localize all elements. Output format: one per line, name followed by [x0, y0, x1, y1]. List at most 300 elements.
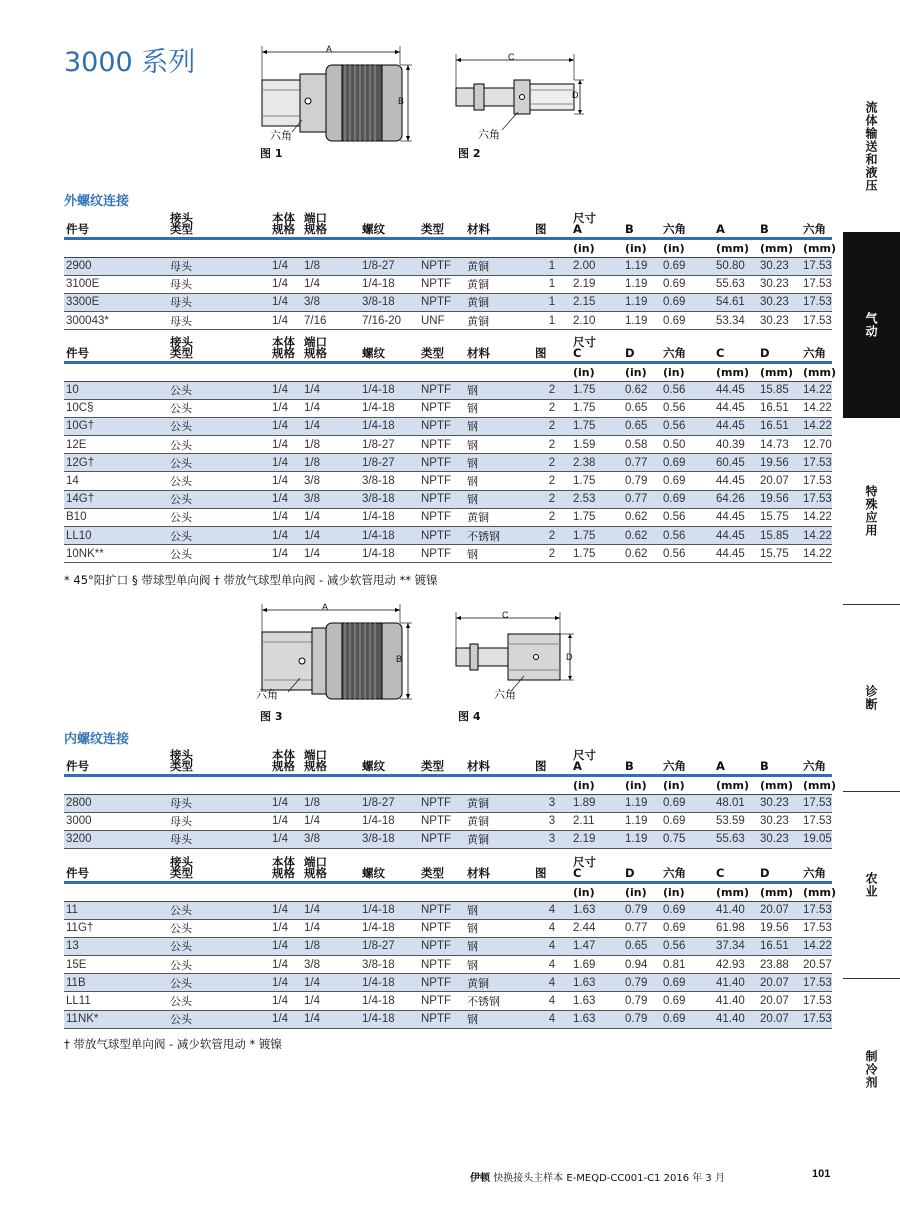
table-cell: 1.75 [571, 417, 623, 435]
table-cell: NPTF [419, 472, 465, 490]
figure-4 [450, 608, 590, 723]
table-cell: 0.79 [623, 1010, 661, 1028]
column-header: 六角 [661, 208, 714, 238]
column-header: 端口 规格 [302, 332, 360, 362]
table-cell: 1.75 [571, 545, 623, 563]
table-cell: UNF [419, 312, 465, 330]
table-cell: 1/4-18 [360, 527, 419, 545]
table-cell: 钢 [465, 901, 533, 919]
figure-3-dim-a: A [322, 602, 329, 612]
table-cell: 0.65 [623, 399, 661, 417]
table-cell: 300043* [64, 312, 168, 330]
table-cell: 1/4 [270, 490, 302, 508]
table-cell: 1.75 [571, 527, 623, 545]
table-cell: 2.10 [571, 312, 623, 330]
column-header: 图 [533, 208, 571, 238]
table-cell: 钢 [465, 937, 533, 955]
table-cell: 2 [533, 472, 571, 490]
column-header: A [714, 745, 758, 775]
sidebar-tab-special-applications[interactable] [843, 418, 900, 604]
sidebar-tab-diagnostics[interactable] [843, 605, 900, 791]
column-header: 六角 [801, 208, 832, 238]
table-cell: 3/8 [302, 490, 360, 508]
table-cell: 4 [533, 1010, 571, 1028]
unit-cell [360, 775, 419, 794]
table-cell: NPTF [419, 974, 465, 992]
unit-cell [533, 882, 571, 901]
table-cell: 1.19 [623, 257, 661, 275]
unit-cell: (in) [623, 362, 661, 381]
table-row [64, 527, 832, 545]
unit-cell [360, 882, 419, 901]
figure-4-caption: 图 4 [458, 710, 481, 723]
table-cell: 0.56 [661, 545, 714, 563]
sidebar-tab-pneumatics[interactable] [843, 232, 900, 418]
sidebar-tab-label: 农业 [864, 872, 878, 898]
table-cell: 50.80 [714, 257, 758, 275]
unit-cell: (mm) [758, 775, 801, 794]
table-cell: 1.19 [623, 293, 661, 311]
table-cell: NPTF [419, 257, 465, 275]
table-row [64, 974, 832, 992]
table-cell: 公头 [168, 436, 270, 454]
unit-cell: (in) [571, 238, 623, 257]
figure-3-hex-label: 六角 [256, 688, 278, 701]
table-cell: 1.75 [571, 381, 623, 399]
table-row [64, 490, 832, 508]
table-cell: NPTF [419, 508, 465, 526]
table-cell: 14.22 [801, 417, 832, 435]
table-cell: 14.22 [801, 937, 832, 955]
table-row [64, 901, 832, 919]
table-cell: 44.45 [714, 508, 758, 526]
table-cell: 公头 [168, 992, 270, 1010]
figure-2-dim-d: D [572, 90, 579, 100]
table-cell: 2.19 [571, 830, 623, 848]
table-header-row [64, 745, 832, 775]
table-cell: 0.69 [661, 901, 714, 919]
unit-cell: (in) [661, 882, 714, 901]
table-cell: 1.75 [571, 472, 623, 490]
table-cell: 4 [533, 992, 571, 1010]
table-cell: NPTF [419, 937, 465, 955]
table-cell: NPTF [419, 399, 465, 417]
table-cell: NPTF [419, 545, 465, 563]
table-cell: NPTF [419, 1010, 465, 1028]
table-cell: 1/8-27 [360, 937, 419, 955]
table-cell: 0.56 [661, 417, 714, 435]
table-cell: 1/4 [270, 257, 302, 275]
column-header: D [623, 852, 661, 882]
page-title: 3000 系列 [64, 47, 196, 78]
table-cell: 不锈钢 [465, 992, 533, 1010]
table-cell: 公头 [168, 937, 270, 955]
table-cell: 4 [533, 937, 571, 955]
table-cell: 10 [64, 381, 168, 399]
table-cell: 1/4 [270, 399, 302, 417]
table-cell: 1 [533, 257, 571, 275]
table-cell: 0.69 [661, 275, 714, 293]
column-header: C [714, 332, 758, 362]
sidebar-tab-refrigerant[interactable] [843, 979, 900, 1159]
table-cell: 16.51 [758, 399, 801, 417]
table-cell: 0.69 [661, 919, 714, 937]
table-cell: 11B [64, 974, 168, 992]
column-header: 类型 [419, 208, 465, 238]
unit-cell [419, 238, 465, 257]
table-header-row [64, 852, 832, 882]
unit-cell [360, 362, 419, 381]
table-cell: 1/8 [302, 257, 360, 275]
table-cell: 1/4 [270, 293, 302, 311]
table-cell: 2 [533, 381, 571, 399]
unit-cell [64, 882, 168, 901]
table-cell: 17.53 [801, 293, 832, 311]
table-cell: 钢 [465, 472, 533, 490]
table-cell: NPTF [419, 490, 465, 508]
table-cell: 2.00 [571, 257, 623, 275]
table-cell: LL11 [64, 992, 168, 1010]
table-cell: 1.19 [623, 794, 661, 812]
table-cell: 1/4-18 [360, 1010, 419, 1028]
female-thread-table-group-2 [64, 852, 836, 1029]
table-cell: 1.63 [571, 992, 623, 1010]
column-header: 类型 [419, 745, 465, 775]
unit-cell [533, 238, 571, 257]
table-cell: 1/4 [302, 974, 360, 992]
table-cell: 15.85 [758, 527, 801, 545]
table-cell: 0.69 [661, 472, 714, 490]
table-cell: 17.53 [801, 454, 832, 472]
unit-cell: (in) [661, 238, 714, 257]
unit-cell [168, 362, 270, 381]
table-cell: 1/4-18 [360, 381, 419, 399]
table-cell: 公头 [168, 974, 270, 992]
table-cell: 0.56 [661, 508, 714, 526]
table-cell: 0.77 [623, 919, 661, 937]
table-cell: 0.56 [661, 381, 714, 399]
table-cell: 2.38 [571, 454, 623, 472]
unit-cell [302, 775, 360, 794]
figure-4-hex-label: 六角 [494, 688, 516, 701]
table-cell: 11G† [64, 919, 168, 937]
table-cell: 1.19 [623, 812, 661, 830]
table-cell: 17.53 [801, 1010, 832, 1028]
table-cell: 1/4 [302, 527, 360, 545]
table-cell: 12E [64, 436, 168, 454]
table-row [64, 454, 832, 472]
table-cell: 0.69 [661, 490, 714, 508]
table-cell: 公头 [168, 399, 270, 417]
table-cell: NPTF [419, 956, 465, 974]
table-cell: 1.19 [623, 312, 661, 330]
table-cell: 0.56 [661, 399, 714, 417]
table-cell: 1/4-18 [360, 545, 419, 563]
table-cell: 1/4 [302, 901, 360, 919]
table-cell: 2.11 [571, 812, 623, 830]
table-cell: 53.34 [714, 312, 758, 330]
table-cell: 1.75 [571, 508, 623, 526]
table-cell: 41.40 [714, 1010, 758, 1028]
table-cell: 3 [533, 794, 571, 812]
table-cell: 3 [533, 812, 571, 830]
table-cell: 0.79 [623, 472, 661, 490]
table-cell: NPTF [419, 901, 465, 919]
column-header: 类型 [419, 852, 465, 882]
table-cell: 1/4-18 [360, 417, 419, 435]
table-cell: 20.57 [801, 956, 832, 974]
table-cell: 0.56 [661, 937, 714, 955]
table-cell: 母头 [168, 293, 270, 311]
table-cell: NPTF [419, 794, 465, 812]
table-cell: NPTF [419, 436, 465, 454]
table-cell: 44.45 [714, 472, 758, 490]
column-header: 六角 [661, 745, 714, 775]
table-row [64, 399, 832, 417]
table-cell: 17.53 [801, 974, 832, 992]
column-header: 尺寸 A [571, 745, 623, 775]
table-cell: 黄铜 [465, 275, 533, 293]
table-cell: 30.23 [758, 293, 801, 311]
page-number: 101 [812, 1168, 831, 1180]
table-cell: 0.65 [623, 417, 661, 435]
section-title-male-thread: 外螺纹连接 [64, 194, 130, 209]
column-header: D [758, 332, 801, 362]
figure-1-hex-label: 六角 [270, 129, 292, 142]
unit-cell [360, 238, 419, 257]
table-cell: 1/4-18 [360, 992, 419, 1010]
table-row [64, 812, 832, 830]
table-cell: 60.45 [714, 454, 758, 472]
unit-cell: (in) [661, 775, 714, 794]
table-cell: 2 [533, 417, 571, 435]
table-units-row [64, 362, 832, 381]
table-cell: 黄铜 [465, 293, 533, 311]
table-cell: 20.07 [758, 974, 801, 992]
table-cell: 44.45 [714, 545, 758, 563]
unit-cell [270, 362, 302, 381]
table-cell: 1/4 [270, 812, 302, 830]
table-cell: 19.56 [758, 454, 801, 472]
table-cell: 1/8-27 [360, 257, 419, 275]
unit-cell: (in) [661, 362, 714, 381]
table-cell: 1/4 [302, 545, 360, 563]
column-header: 螺纹 [360, 852, 419, 882]
table-cell: NPTF [419, 275, 465, 293]
table-cell: 2 [533, 545, 571, 563]
column-header: 本体 规格 [270, 745, 302, 775]
table-cell: 1/4 [270, 436, 302, 454]
table-cell: 14G† [64, 490, 168, 508]
table-cell: 1/4 [302, 992, 360, 1010]
table-row [64, 312, 832, 330]
column-header: 件号 [64, 745, 168, 775]
table-cell: 1/4-18 [360, 399, 419, 417]
table-cell: 1.47 [571, 937, 623, 955]
table-cell: 1.69 [571, 956, 623, 974]
table-row [64, 257, 832, 275]
table-cell: 2 [533, 454, 571, 472]
column-header: 本体 规格 [270, 852, 302, 882]
table-cell: 2 [533, 490, 571, 508]
unit-cell: (in) [571, 362, 623, 381]
table-cell: 0.62 [623, 381, 661, 399]
table-cell: 17.53 [801, 919, 832, 937]
section-sidebar [843, 0, 900, 1222]
column-header: 本体 规格 [270, 208, 302, 238]
table-cell: 2 [533, 436, 571, 454]
table-cell: 19.56 [758, 490, 801, 508]
table-row [64, 293, 832, 311]
table-cell: 17.53 [801, 257, 832, 275]
section-title-female-thread: 内螺纹连接 [64, 732, 130, 747]
table-units-row [64, 238, 832, 257]
table-cell: 2800 [64, 794, 168, 812]
table-cell: 公头 [168, 490, 270, 508]
table-row [64, 830, 832, 848]
table-cell: 母头 [168, 275, 270, 293]
unit-cell [302, 238, 360, 257]
table-cell: 1.59 [571, 436, 623, 454]
figure-1-caption: 图 1 [260, 147, 283, 160]
table-cell: 37.34 [714, 937, 758, 955]
table-cell: 0.65 [623, 937, 661, 955]
unit-cell [419, 882, 465, 901]
table-cell: 钢 [465, 545, 533, 563]
table-row [64, 545, 832, 563]
table-cell: 4 [533, 974, 571, 992]
table-cell: 1/4 [270, 937, 302, 955]
table-cell: LL10 [64, 527, 168, 545]
table-row [64, 956, 832, 974]
table-cell: 公头 [168, 472, 270, 490]
table-cell: 54.61 [714, 293, 758, 311]
table-cell: 母头 [168, 812, 270, 830]
table-cell: 0.69 [661, 454, 714, 472]
column-header: 件号 [64, 208, 168, 238]
column-header: 图 [533, 852, 571, 882]
table-cell: 1.89 [571, 794, 623, 812]
table-cell: 钢 [465, 1010, 533, 1028]
table-cell: 3200 [64, 830, 168, 848]
table-cell: 15E [64, 956, 168, 974]
table-cell: 16.51 [758, 417, 801, 435]
table-cell: 不锈钢 [465, 527, 533, 545]
table-cell: 0.69 [661, 812, 714, 830]
unit-cell [270, 882, 302, 901]
figure-2-hex-label: 六角 [478, 128, 500, 141]
unit-cell [270, 238, 302, 257]
table-cell: 公头 [168, 545, 270, 563]
table-cell: 2 [533, 399, 571, 417]
table-cell: 14.22 [801, 527, 832, 545]
table-cell: 3000 [64, 812, 168, 830]
column-header: 件号 [64, 332, 168, 362]
table-cell: 20.07 [758, 472, 801, 490]
column-header: 尺寸 C [571, 332, 623, 362]
table-cell: 41.40 [714, 974, 758, 992]
table-cell: 7/16 [302, 312, 360, 330]
table-cell: 公头 [168, 381, 270, 399]
table-cell: 3/8 [302, 293, 360, 311]
table-cell: 黄铜 [465, 257, 533, 275]
column-header: 接头 类型 [168, 852, 270, 882]
table-cell: 4 [533, 919, 571, 937]
table-cell: 1/4-18 [360, 919, 419, 937]
column-header: D [758, 852, 801, 882]
table-cell: 1.63 [571, 1010, 623, 1028]
table-cell: 44.45 [714, 417, 758, 435]
column-header: 接头 类型 [168, 745, 270, 775]
table-cell: 17.53 [801, 992, 832, 1010]
unit-cell [64, 775, 168, 794]
table-cell: 母头 [168, 794, 270, 812]
table-cell: 0.69 [661, 992, 714, 1010]
table-cell: 10NK** [64, 545, 168, 563]
table-cell: 16.51 [758, 937, 801, 955]
unit-cell [533, 362, 571, 381]
table-cell: 17.53 [801, 794, 832, 812]
column-header: 六角 [801, 852, 832, 882]
table-cell: 1/4 [270, 1010, 302, 1028]
table-cell: 15.75 [758, 508, 801, 526]
unit-cell [465, 238, 533, 257]
unit-cell [302, 882, 360, 901]
table-cell: 1/4 [270, 919, 302, 937]
table-cell: 1.63 [571, 901, 623, 919]
table-cell: 30.23 [758, 257, 801, 275]
page-footer [470, 1169, 725, 1184]
table-cell: 2.44 [571, 919, 623, 937]
table-cell: 19.05 [801, 830, 832, 848]
table-cell: 0.81 [661, 956, 714, 974]
figure-1-dim-b: B [398, 96, 405, 106]
column-header: 图 [533, 332, 571, 362]
table-cell: 1/4 [270, 417, 302, 435]
table-cell: 0.79 [623, 901, 661, 919]
sidebar-tab-agriculture[interactable] [843, 792, 900, 978]
column-header: A [714, 208, 758, 238]
table-cell: NPTF [419, 527, 465, 545]
unit-cell [64, 238, 168, 257]
table-cell: 1/4 [270, 381, 302, 399]
table-cell: 1/4-18 [360, 812, 419, 830]
table-cell: 1/4 [302, 812, 360, 830]
table-cell: 3300E [64, 293, 168, 311]
footer-brand: 伊顿 [470, 1173, 490, 1184]
table-cell: 1/8-27 [360, 436, 419, 454]
table-cell: 14.22 [801, 399, 832, 417]
table-cell: 母头 [168, 257, 270, 275]
column-header: B [758, 745, 801, 775]
table-cell: 30.23 [758, 794, 801, 812]
sidebar-tab-fluid-conveyance[interactable] [843, 60, 900, 232]
table-cell: 0.69 [661, 312, 714, 330]
table-cell: 15.85 [758, 381, 801, 399]
table-row [64, 508, 832, 526]
column-header: 端口 规格 [302, 852, 360, 882]
unit-cell [465, 882, 533, 901]
table-cell: NPTF [419, 812, 465, 830]
table-cell: 64.26 [714, 490, 758, 508]
figure-3-dim-b: B [396, 654, 403, 664]
column-header: 六角 [801, 332, 832, 362]
table-cell: 黄铜 [465, 508, 533, 526]
table-cell: 0.62 [623, 545, 661, 563]
table-cell: 公头 [168, 527, 270, 545]
column-header: 六角 [661, 332, 714, 362]
table-cell: 2 [533, 508, 571, 526]
